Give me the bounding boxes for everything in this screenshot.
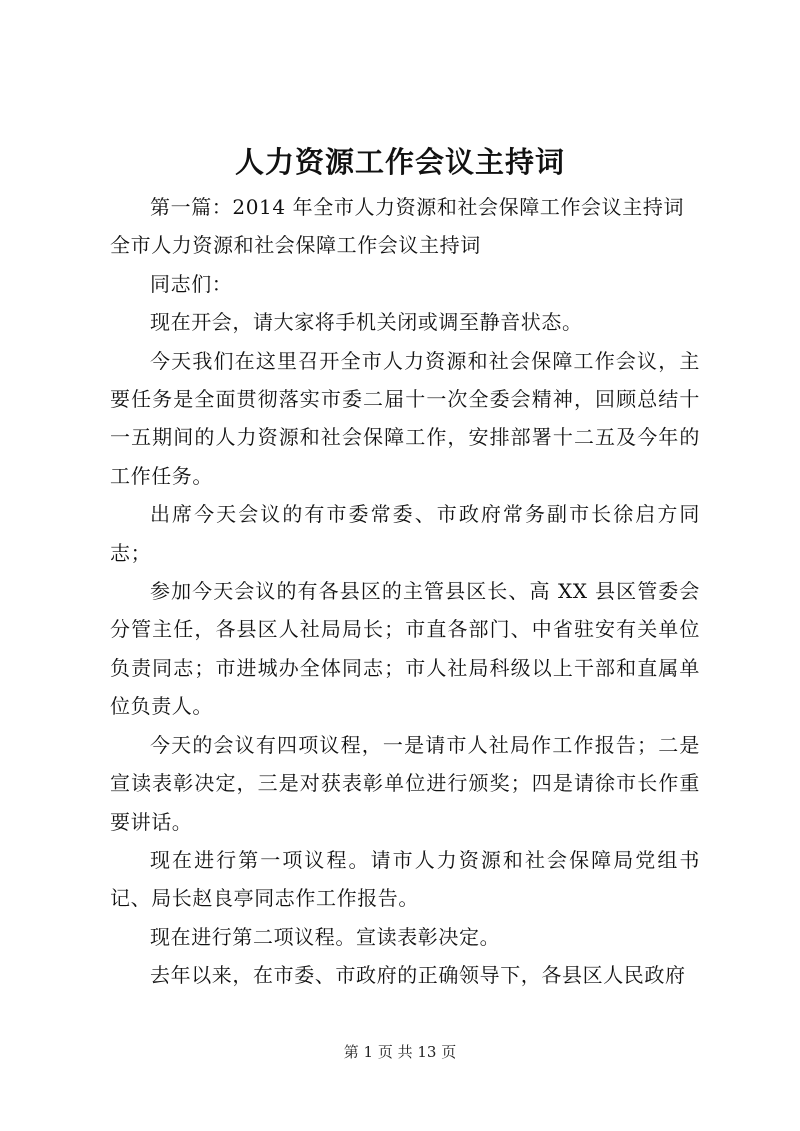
paragraph: 去年以来，在市委、市政府的正确领导下，各县区人民政府 <box>150 963 686 988</box>
paragraph: 现在进行第一项议程。请市人力资源和社会保障局党组书记、局长赵良亭同志作工作报告。 <box>110 847 700 911</box>
paragraph: 现在开会，请大家将手机关闭或调至静音状态。 <box>150 310 583 335</box>
page-number-footer: 第 1 页 共 13 页 <box>343 1043 457 1061</box>
paragraph: 第一篇：2014 年全市人力资源和社会保障工作会议主持词 <box>150 195 685 219</box>
document-title: 人力资源工作会议主持词 <box>234 145 565 179</box>
paragraph: 同志们： <box>150 271 233 296</box>
paragraph: 参加今天会议的有各县区的主管县区长、高 XX 县区管委会分管主任，各县区人社局局长；市直各部门、中省驻安有关单位负责同志；市进城办全体同志；市人社局科级以上干部和直属单位负责人。 <box>110 579 700 719</box>
paragraph: 全市人力资源和社会保障工作会议主持词 <box>110 233 481 258</box>
paragraph: 出席今天会议的有市委常委、市政府常务副市长徐启方同志； <box>110 502 700 565</box>
paragraph: 现在进行第二项议程。宣读表彰决定。 <box>150 924 501 949</box>
paragraph: 今天的会议有四项议程，一是请市人社局作工作报告；二是宣读表彰决定，三是对获表彰单位进行颁奖；四是请徐市长作重要讲话。 <box>110 732 700 834</box>
paragraph: 今天我们在这里召开全市人力资源和社会保障工作会议，主要任务是全面贯彻落实市委二届十一次全委会精神，回顾总结十一五期间的人力资源和社会保障工作，安排部署十二五及今年的工作任务。 <box>110 348 700 488</box>
document-body <box>110 188 700 995</box>
